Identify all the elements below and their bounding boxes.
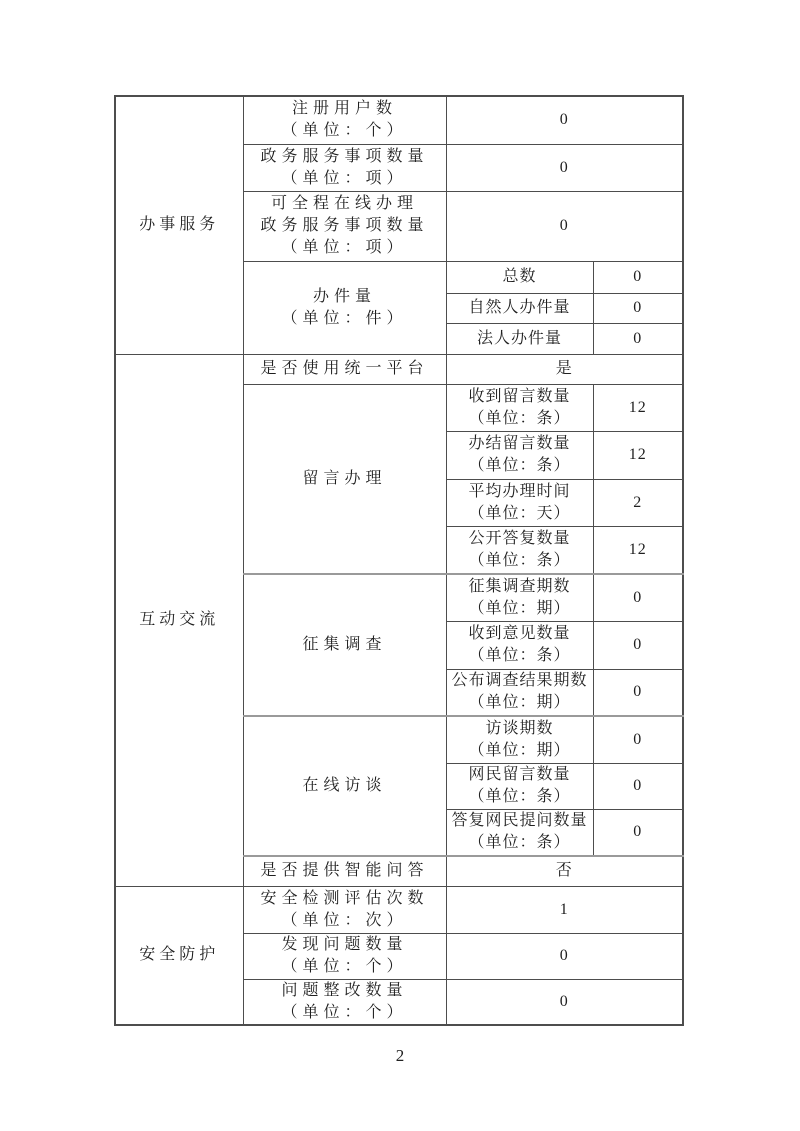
row-value-unified-platform: 是 (446, 354, 683, 384)
section-label-interaction (115, 354, 243, 886)
row-label-problems-found (243, 933, 446, 979)
row-label-service-items (243, 144, 446, 191)
group-label-case-volume (243, 261, 446, 354)
label-unit-line: （单位：项） (281, 239, 408, 256)
subrow-label-total: 总数 (446, 261, 593, 293)
subrow-label-interview-periods (446, 716, 593, 763)
label-line: 收到意见数量 (468, 625, 571, 642)
subrow-value-legal-person: 0 (593, 323, 683, 354)
label-line: 安全检测评估次数 (260, 889, 429, 907)
subrow-value-total: 0 (593, 261, 683, 293)
label-unit-line: （单位：项） (281, 169, 408, 187)
section-label-service (115, 96, 243, 354)
row-value-registered-users: 0 (446, 96, 683, 144)
section-label-text: 办事服务 (139, 216, 220, 234)
subrow-value-netizen-messages: 0 (593, 763, 683, 809)
label-line: 平均办理时间 (468, 482, 571, 500)
subrow-value-results-published: 0 (593, 669, 683, 716)
row-value-full-online-items: 0 (446, 191, 683, 261)
subrow-label-messages-received (446, 384, 593, 431)
label-unit-line: （单位：天） (468, 504, 571, 522)
label-unit-line: （单位：条） (468, 647, 571, 664)
label-line: 访谈期数 (485, 719, 554, 737)
row-label-full-online-items (243, 191, 446, 261)
subrow-label-avg-handling-time (446, 479, 593, 526)
label-unit-line: （单位：条） (468, 409, 571, 427)
group-label-message-handling: 留言办理 (243, 384, 446, 574)
label-line: 发现问题数量 (281, 936, 408, 953)
label-line: 注册用户数 (291, 100, 397, 118)
subrow-label-results-published (446, 669, 593, 716)
subrow-label-natural-person: 自然人办件量 (446, 293, 593, 323)
row-label-unified-platform: 是否使用统一平台 (243, 354, 446, 384)
table-row (115, 354, 683, 384)
section-label-text: 安全防护 (139, 946, 220, 963)
group-label-solicitation-survey: 征集调查 (243, 574, 446, 716)
row-value-service-items: 0 (446, 144, 683, 191)
label-unit-line: （单位：条） (468, 457, 571, 474)
label-line: 办结留言数量 (468, 435, 571, 452)
label-unit-line: （单位：期） (468, 599, 571, 617)
subrow-label-opinions-received (446, 621, 593, 669)
subrow-label-netizen-messages (446, 763, 593, 809)
report-table (114, 95, 684, 1026)
label-line: 公开答复数量 (468, 529, 571, 547)
label-line: 答复网民提问数量 (451, 812, 588, 830)
subrow-label-survey-periods (446, 574, 593, 621)
row-label-problems-fixed (243, 979, 446, 1025)
label-line: 政务服务事项数量 (260, 147, 429, 165)
row-label-smart-qa: 是否提供智能问答 (243, 856, 446, 886)
section-label-text: 互动交流 (139, 611, 220, 628)
label-unit-line: （单位：件） (281, 309, 408, 327)
subrow-value-messages-received: 12 (593, 384, 683, 431)
label-line: 网民留言数量 (468, 766, 571, 783)
group-label-online-interview: 在线访谈 (243, 716, 446, 856)
label-unit-line: （单位：个） (281, 958, 408, 975)
label-unit-line: （单位：个） (281, 122, 408, 140)
subrow-label-legal-person: 法人办件量 (446, 323, 593, 354)
subrow-value-avg-handling-time: 2 (593, 479, 683, 526)
subrow-label-messages-completed (446, 431, 593, 479)
subrow-value-opinions-received: 0 (593, 621, 683, 669)
label-line: 政务服务事项数量 (260, 217, 429, 234)
row-value-problems-fixed: 0 (446, 979, 683, 1025)
subrow-value-questions-answered: 0 (593, 809, 683, 856)
subrow-value-messages-completed: 12 (593, 431, 683, 479)
row-value-security-assessments: 1 (446, 886, 683, 933)
row-label-security-assessments (243, 886, 446, 933)
label-unit-line: （单位：条） (468, 788, 571, 805)
label-unit-line: （单位：条） (468, 834, 571, 852)
section-label-security (115, 886, 243, 1025)
subrow-label-questions-answered (446, 809, 593, 856)
label-unit-line: （单位：期） (468, 694, 571, 712)
label-line: 收到留言数量 (468, 387, 571, 405)
subrow-value-survey-periods: 0 (593, 574, 683, 621)
label-line: 可全程在线办理 (270, 195, 418, 212)
row-value-smart-qa: 否 (446, 856, 683, 886)
subrow-value-public-replies: 12 (593, 526, 683, 574)
row-value-problems-found: 0 (446, 933, 683, 979)
label-unit-line: （单位：条） (468, 551, 571, 569)
table-row (115, 886, 683, 933)
subrow-label-public-replies (446, 526, 593, 574)
label-unit-line: （单位：个） (281, 1003, 408, 1021)
row-label-registered-users (243, 96, 446, 144)
label-line: 问题整改数量 (281, 981, 408, 999)
subrow-value-interview-periods: 0 (593, 716, 683, 763)
subrow-value-natural-person: 0 (593, 293, 683, 323)
label-line: 办件量 (312, 287, 376, 305)
label-line: 征集调查期数 (468, 577, 571, 595)
label-unit-line: （单位：次） (281, 911, 408, 929)
label-line: 公布调查结果期数 (451, 672, 588, 690)
label-unit-line: （单位：期） (468, 741, 571, 759)
page-number: 2 (395, 1046, 405, 1065)
table-row (115, 96, 683, 144)
